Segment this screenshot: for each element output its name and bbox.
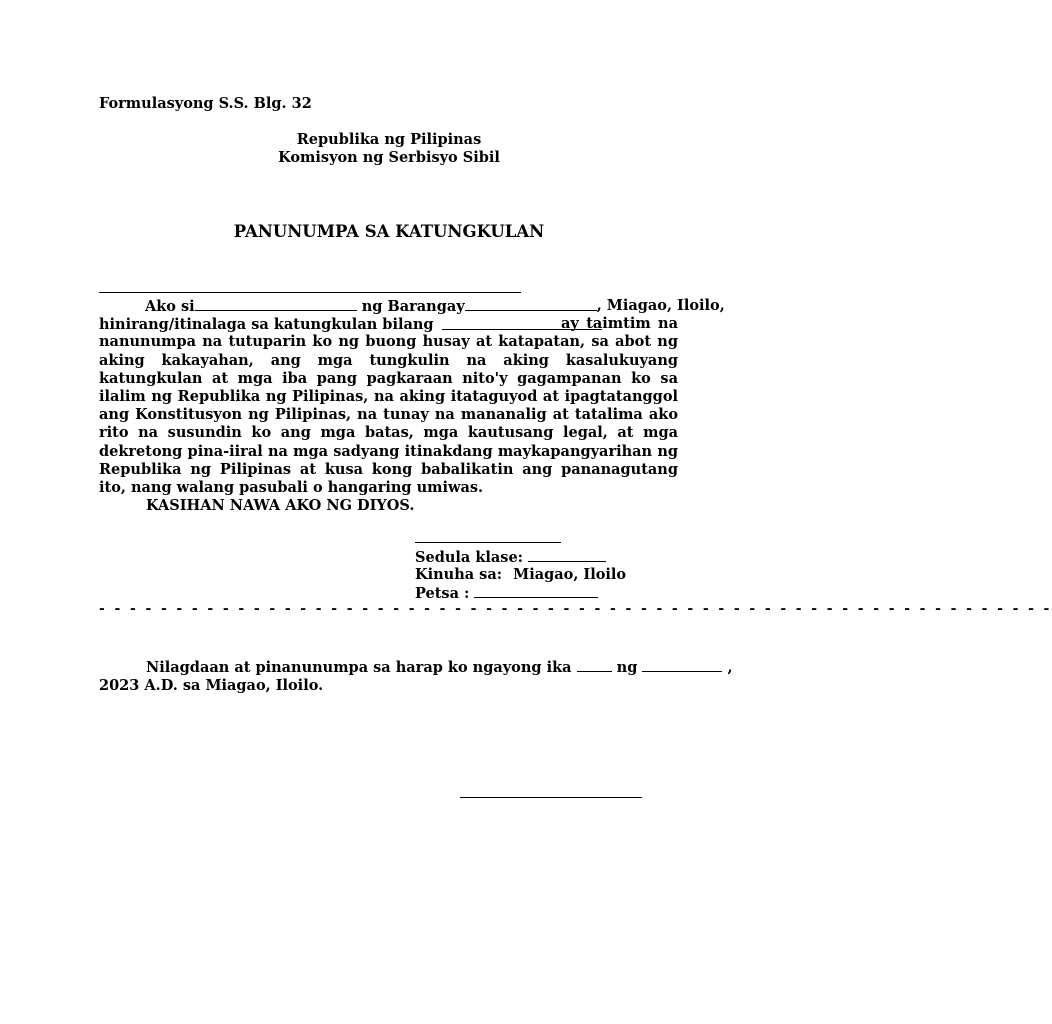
barangay-blank bbox=[465, 297, 597, 311]
appointed-label: hinirang/itinalaga sa katungkulan bilang bbox=[99, 316, 434, 334]
sworn-text-c: , bbox=[727, 659, 733, 676]
sworn-line-2: 2023 A.D. sa Miagao, Iloilo. bbox=[99, 677, 324, 694]
sedula-klase-blank bbox=[528, 548, 606, 562]
day-blank bbox=[577, 658, 612, 672]
sworn-line-1 bbox=[146, 658, 733, 677]
document-title: PANUNUMPA SA KATUNGKULAN bbox=[233, 222, 545, 241]
name-signature-line bbox=[99, 292, 521, 293]
sworn-text-a: Nilagdaan at pinanunumpa sa harap ko ngayong ika bbox=[146, 659, 572, 676]
oath-body-text: ay taimtim na nanunumpa na tutuparin ko ng buong husay at katapatan, sa abot ng aking kakayahan, ang mga tungkulin na aking kasalukuyang katungkulan at mga iba pang pagkaraan nito'y gagampanan ko sa ilalim ng Republika ng Pilipinas, na aking itataguyod at ipagtatanggol ang Konstitusyon ng Pilipinas, na tunay na mananalig at tatalima ako rito na susundin ko ang mga batas, mga kautusang legal, at mga dekretong pina-iiral na mga sadyang itinakdang maykapangyarihan ng Republika ng Pilipinas at kusa kong babalikatin ang pananagutang ito, nang walang pasubali o hangaring umiwas. bbox=[99, 315, 678, 497]
barangay-label: ng Barangay bbox=[361, 298, 465, 315]
oath-paragraph bbox=[99, 297, 725, 497]
form-code: Formulasyong S.S. Blg. 32 bbox=[99, 95, 312, 112]
petsa-blank bbox=[474, 584, 598, 598]
kinuha-sa bbox=[415, 566, 626, 584]
sworn-text-b: ng bbox=[616, 659, 638, 676]
kinuha-sa-value: Miagao, Iloilo bbox=[513, 566, 627, 583]
name-blank bbox=[195, 297, 357, 311]
signature-line bbox=[415, 542, 561, 543]
header-commission: Komisyon ng Serbisyo Sibil bbox=[278, 149, 500, 166]
sedula-klase bbox=[415, 548, 606, 567]
header-republic: Republika ng Pilipinas bbox=[296, 131, 482, 148]
sedula-klase-label: Sedula klase: bbox=[415, 549, 524, 566]
kinuha-sa-label: Kinuha sa: bbox=[415, 566, 503, 583]
month-blank bbox=[642, 658, 722, 672]
petsa-label: Petsa : bbox=[415, 585, 470, 602]
ako-si-label: Ako si bbox=[145, 298, 195, 315]
officer-signature-line bbox=[460, 797, 642, 798]
place-text: , Miagao, Iloilo, bbox=[596, 297, 725, 314]
closing-prayer: KASIHAN NAWA AKO NG DIYOS. bbox=[146, 497, 415, 514]
cut-separator: - - - - - - - - - - - - - - - - - - - - - - - - - - - - - - - - - - - - - - - - - - - - - - - - - - - - - - - - - - - - - - bbox=[99, 601, 1052, 617]
